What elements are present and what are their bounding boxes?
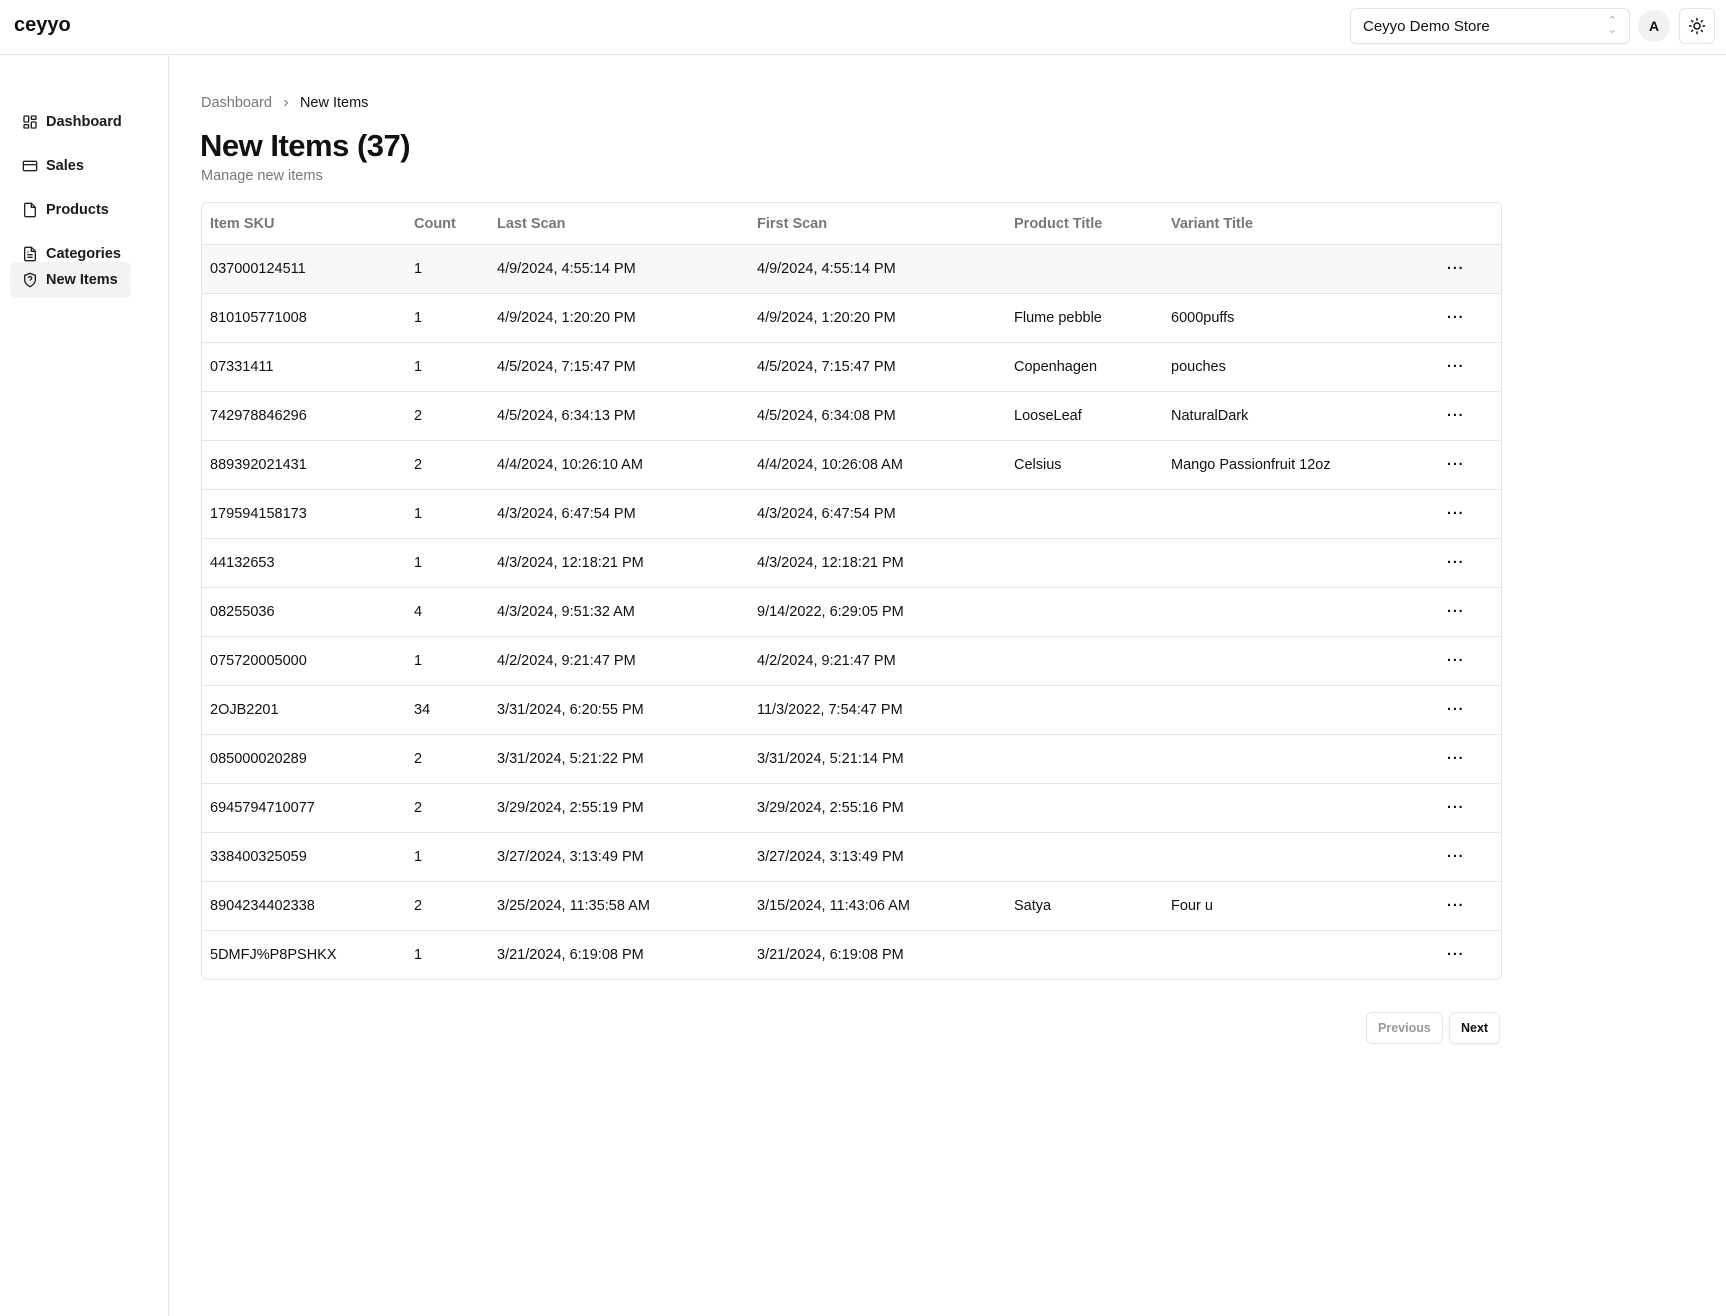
cell-last-scan: 4/4/2024, 10:26:10 AM: [497, 457, 643, 473]
sidebar-item-label: Products: [46, 202, 109, 218]
dashboard-icon: [22, 114, 38, 130]
more-actions-icon[interactable]: ···: [1447, 653, 1465, 669]
file-icon: [22, 202, 38, 218]
cell-item-sku: 07331411: [210, 359, 274, 375]
cell-count: 1: [414, 653, 423, 669]
sidebar-item-label: Sales: [46, 158, 84, 174]
cell-first-scan: 9/14/2022, 6:29:05 PM: [757, 604, 904, 620]
cell-first-scan: 4/3/2024, 12:18:21 PM: [757, 555, 904, 571]
sidebar-item-products[interactable]: [10, 192, 131, 228]
more-actions-icon[interactable]: ···: [1447, 849, 1465, 865]
file-text-icon: [22, 246, 38, 262]
store-selector[interactable]: [1350, 8, 1630, 44]
cell-last-scan: 3/21/2024, 6:19:08 PM: [497, 947, 644, 963]
previous-button[interactable]: Previous: [1366, 1012, 1443, 1044]
cell-product-title: Celsius: [1014, 457, 1062, 473]
cell-first-scan: 4/9/2024, 1:20:20 PM: [757, 310, 896, 326]
cell-count: 1: [414, 261, 423, 277]
table-row[interactable]: [202, 244, 1501, 293]
table-row[interactable]: [202, 391, 1501, 440]
sun-icon: [1688, 17, 1706, 35]
cell-count: 2: [414, 898, 423, 914]
breadcrumb: [201, 95, 368, 111]
table-row[interactable]: [202, 734, 1501, 783]
store-name: Ceyyo Demo Store: [1363, 18, 1490, 35]
table-row[interactable]: [202, 293, 1501, 342]
cell-count: 1: [414, 849, 423, 865]
cell-item-sku: 075720005000: [210, 653, 307, 669]
table-row[interactable]: [202, 538, 1501, 587]
column-header-sku: Item SKU: [210, 215, 275, 232]
cell-count: 1: [414, 506, 423, 522]
cell-first-scan: 4/9/2024, 4:55:14 PM: [757, 261, 896, 277]
chevrons-up-down-icon: ⌃ ⌄: [1607, 15, 1617, 36]
cell-item-sku: 44132653: [210, 555, 275, 571]
cell-first-scan: 3/29/2024, 2:55:16 PM: [757, 800, 904, 816]
cell-item-sku: 179594158173: [210, 506, 307, 522]
cell-item-sku: 6945794710077: [210, 800, 315, 816]
avatar[interactable]: A: [1638, 10, 1670, 42]
sidebar-item-label: Dashboard: [46, 114, 122, 130]
cell-last-scan: 3/25/2024, 11:35:58 AM: [497, 898, 650, 914]
page-title: New Items (37): [200, 128, 411, 163]
cell-last-scan: 4/3/2024, 9:51:32 AM: [497, 604, 635, 620]
cell-last-scan: 4/9/2024, 4:55:14 PM: [497, 261, 636, 277]
cell-item-sku: 2OJB2201: [210, 702, 279, 718]
cell-count: 1: [414, 555, 423, 571]
credit-card-icon: [22, 158, 38, 174]
cell-item-sku: 810105771008: [210, 310, 307, 326]
cell-first-scan: 3/15/2024, 11:43:06 AM: [757, 898, 910, 914]
cell-product-title: Copenhagen: [1014, 359, 1098, 375]
cell-item-sku: 742978846296: [210, 408, 307, 424]
chevron-right-icon: [280, 97, 292, 109]
table-row[interactable]: [202, 881, 1501, 930]
more-actions-icon[interactable]: ···: [1447, 457, 1465, 473]
table-row[interactable]: [202, 440, 1501, 489]
cell-first-scan: 4/5/2024, 6:34:08 PM: [757, 408, 896, 424]
cell-item-sku: 08255036: [210, 604, 275, 620]
table-row[interactable]: [202, 783, 1501, 832]
column-header-last-scan: Last Scan: [497, 215, 566, 232]
cell-first-scan: 4/2/2024, 9:21:47 PM: [757, 653, 896, 669]
cell-item-sku: 037000124511: [210, 261, 306, 277]
more-actions-icon[interactable]: ···: [1447, 506, 1465, 522]
cell-last-scan: 3/31/2024, 5:21:22 PM: [497, 751, 644, 767]
sidebar: [0, 55, 169, 1316]
breadcrumb-current: New Items: [299, 95, 369, 111]
cell-item-sku: 085000020289: [210, 751, 307, 767]
cell-last-scan: 3/27/2024, 3:13:49 PM: [497, 849, 644, 865]
cell-count: 1: [414, 310, 423, 326]
table-row[interactable]: [202, 832, 1501, 881]
cell-count: 4: [414, 604, 423, 620]
cell-last-scan: 4/9/2024, 1:20:20 PM: [497, 310, 636, 326]
cell-first-scan: 4/4/2024, 10:26:08 AM: [757, 457, 903, 473]
cell-count: 1: [414, 359, 423, 375]
sidebar-item-dashboard[interactable]: [10, 104, 131, 140]
theme-toggle-button[interactable]: [1679, 8, 1715, 44]
table-row[interactable]: [202, 489, 1501, 538]
cell-first-scan: 4/3/2024, 6:47:54 PM: [757, 506, 896, 522]
cell-item-sku: 889392021431: [210, 457, 307, 473]
more-actions-icon[interactable]: ···: [1447, 800, 1465, 816]
more-actions-icon[interactable]: ···: [1447, 408, 1465, 424]
cell-product-title: LooseLeaf: [1014, 408, 1082, 424]
cell-count: 2: [414, 800, 423, 816]
cell-variant-title: Mango Passionfruit 12oz: [1171, 457, 1331, 473]
cell-product-title: Flume pebble: [1014, 310, 1102, 326]
more-actions-icon[interactable]: ···: [1447, 751, 1465, 767]
cell-last-scan: 4/3/2024, 12:18:21 PM: [497, 555, 644, 571]
cell-last-scan: 3/29/2024, 2:55:19 PM: [497, 800, 644, 816]
more-actions-icon[interactable]: ···: [1447, 261, 1465, 277]
cell-count: 2: [414, 457, 423, 473]
sidebar-item-sales[interactable]: [10, 148, 131, 184]
cell-product-title: Satya: [1014, 898, 1052, 914]
cell-item-sku: 8904234402338: [210, 898, 315, 914]
cell-variant-title: 6000puffs: [1171, 310, 1235, 326]
column-header-product-title: Product Title: [1014, 215, 1103, 232]
new-items-table: [201, 202, 1502, 980]
column-header-variant-title: Variant Title: [1171, 215, 1253, 232]
more-actions-icon[interactable]: ···: [1447, 310, 1465, 326]
cell-count: 2: [414, 408, 423, 424]
more-actions-icon[interactable]: ···: [1447, 898, 1465, 914]
more-actions-icon[interactable]: ···: [1447, 947, 1465, 963]
table-row[interactable]: [202, 342, 1501, 391]
sidebar-item-label: New Items: [46, 272, 118, 288]
top-bar: [0, 0, 1726, 55]
cell-count: 2: [414, 751, 423, 767]
cell-last-scan: 4/5/2024, 6:34:13 PM: [497, 408, 636, 424]
column-header-count: Count: [414, 215, 456, 232]
table-row[interactable]: [202, 685, 1501, 734]
cell-item-sku: 5DMFJ%P8PSHKX: [210, 947, 337, 963]
breadcrumb-dashboard[interactable]: Dashboard: [201, 95, 272, 111]
column-header-first-scan: First Scan: [757, 215, 828, 232]
table-row[interactable]: [202, 587, 1501, 636]
sidebar-item-label: Categories: [46, 246, 121, 262]
page-subtitle: Manage new items: [201, 168, 323, 184]
more-actions-icon[interactable]: ···: [1447, 555, 1465, 571]
shield-question-icon: [22, 272, 38, 288]
cell-count: 1: [414, 947, 423, 963]
table-row[interactable]: [202, 930, 1501, 979]
cell-variant-title: Four u: [1171, 898, 1213, 914]
cell-last-scan: 4/5/2024, 7:15:47 PM: [497, 359, 636, 375]
table-header: [202, 203, 1501, 244]
cell-first-scan: 3/27/2024, 3:13:49 PM: [757, 849, 904, 865]
cell-first-scan: 3/31/2024, 5:21:14 PM: [757, 751, 904, 767]
logo[interactable]: ceyyo: [14, 14, 71, 36]
table-row[interactable]: [202, 636, 1501, 685]
next-button[interactable]: Next: [1449, 1012, 1500, 1044]
sidebar-item-new-items[interactable]: [10, 262, 131, 298]
cell-first-scan: 4/5/2024, 7:15:47 PM: [757, 359, 896, 375]
cell-item-sku: 338400325059: [210, 849, 307, 865]
cell-count: 34: [414, 702, 431, 718]
cell-variant-title: NaturalDark: [1171, 408, 1249, 424]
cell-last-scan: 3/31/2024, 6:20:55 PM: [497, 702, 644, 718]
cell-first-scan: 3/21/2024, 6:19:08 PM: [757, 947, 904, 963]
cell-last-scan: 4/3/2024, 6:47:54 PM: [497, 506, 636, 522]
more-actions-icon[interactable]: ···: [1447, 604, 1465, 620]
more-actions-icon[interactable]: ···: [1447, 359, 1465, 375]
cell-variant-title: pouches: [1171, 359, 1226, 375]
cell-last-scan: 4/2/2024, 9:21:47 PM: [497, 653, 636, 669]
more-actions-icon[interactable]: ···: [1447, 702, 1465, 718]
cell-first-scan: 11/3/2022, 7:54:47 PM: [757, 702, 903, 718]
